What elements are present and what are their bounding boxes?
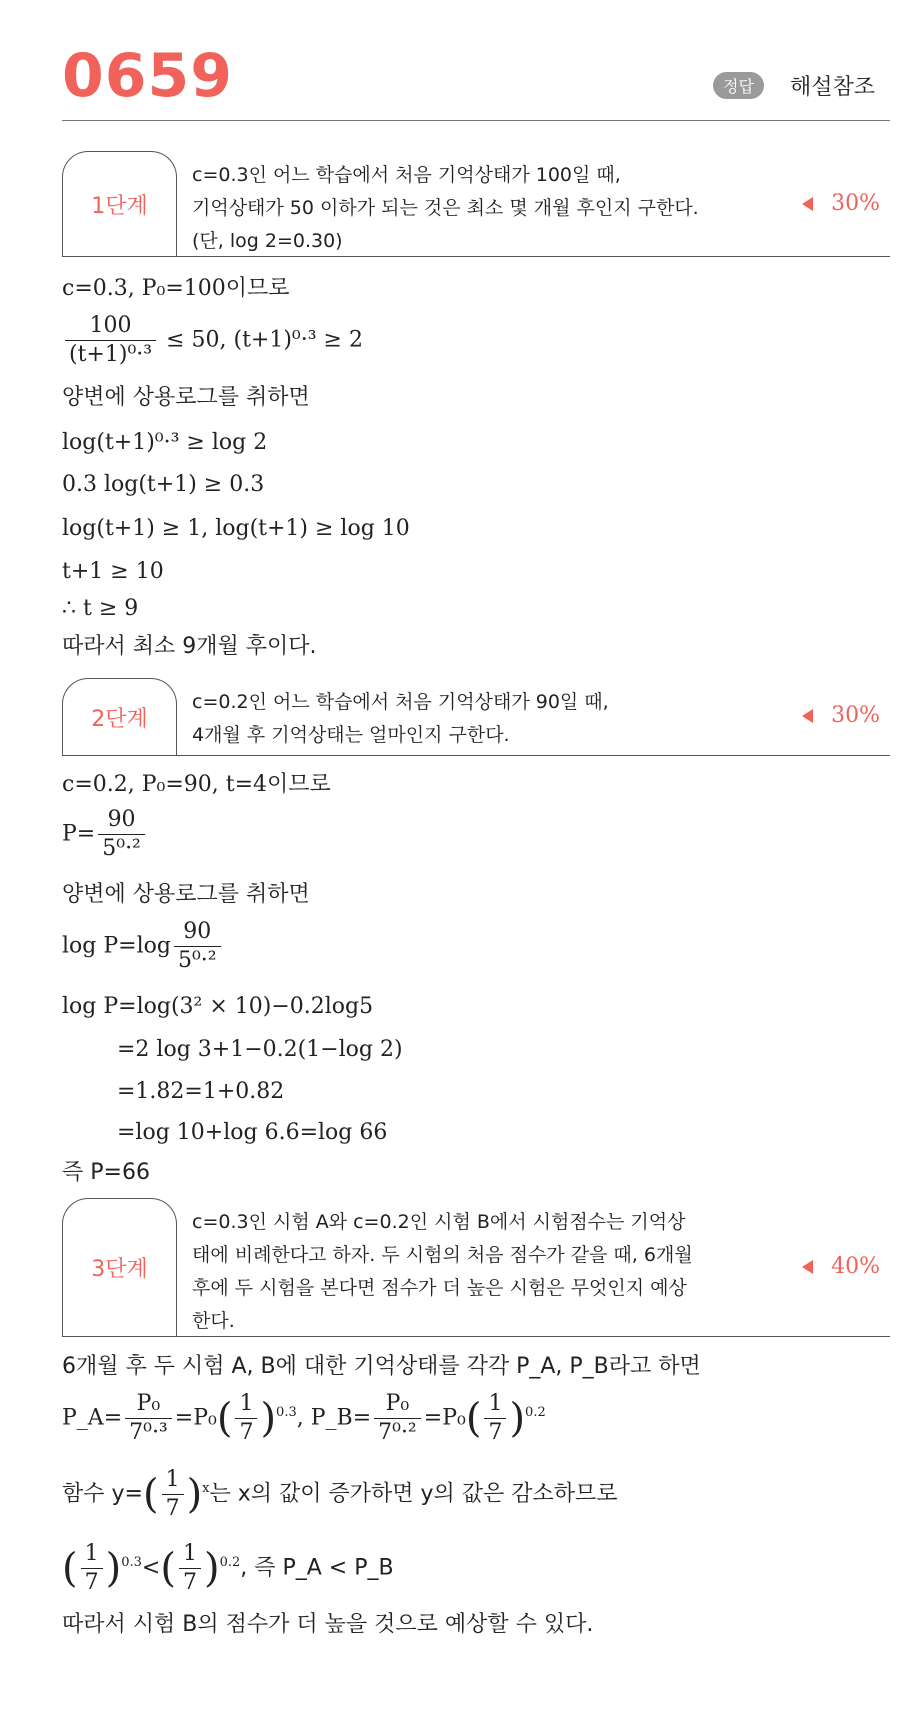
solution-line: 양변에 상용로그를 취하면 (62, 882, 310, 907)
stage-2-desc-line: c=0.2인 어느 학습에서 처음 기억상태가 90일 때, (192, 691, 609, 713)
less-than: < (141, 1555, 161, 1581)
solution-line: ∴ t ≥ 9 (62, 596, 139, 621)
fraction-numerator: 1 (162, 1466, 184, 1495)
solution-line-fraction (62, 312, 363, 369)
triangle-left-icon (802, 1260, 813, 1274)
solution-line-fraction (62, 918, 224, 975)
stage-3-percent-value: 40% (831, 1254, 880, 1279)
triangle-left-icon (802, 197, 813, 211)
fraction (484, 1390, 506, 1447)
equation-prefix: P= (62, 821, 96, 847)
solution-line: =2 log 3+1−0.2(1−log 2) (117, 1037, 403, 1062)
solution-line: log(t+1) ≥ 1, log(t+1) ≥ log 10 (62, 516, 410, 541)
stage-2-tab: 2단계 (62, 678, 177, 755)
solution-conclusion: 즉 P=66 (62, 1160, 150, 1185)
function-statement: 는 x의 값이 증가하면 y의 값은 감소하므로 (209, 1481, 618, 1507)
fraction (174, 918, 221, 975)
solution-line: c=0.3, P₀=100이므로 (62, 276, 290, 301)
stage-1-description (192, 159, 822, 258)
solution-line: c=0.2, P₀=90, t=4이므로 (62, 772, 331, 797)
page-header (0, 0, 906, 125)
fraction-numerator: 90 (98, 806, 145, 835)
solution-2 (62, 770, 890, 1190)
equals-p0: =P₀ (423, 1405, 466, 1431)
exponent: 0.3 (121, 1555, 142, 1571)
stage-3-box (62, 1198, 890, 1337)
fraction (235, 1390, 257, 1447)
fraction-numerator: 1 (484, 1390, 506, 1419)
fraction-denominator: (t+1)⁰·³ (69, 342, 153, 367)
fraction-numerator: 1 (235, 1390, 257, 1419)
stage-1-box (62, 151, 890, 257)
exponent: 0.2 (219, 1555, 241, 1571)
left-paren: ( (465, 1395, 482, 1442)
exponent: 0.2 (525, 1405, 546, 1421)
right-paren: ) (186, 1471, 203, 1518)
stage-2-description (192, 686, 822, 752)
right-paren: ) (509, 1395, 526, 1442)
right-paren: ) (105, 1545, 122, 1592)
solution-3 (62, 1348, 890, 1648)
solution-1 (62, 270, 890, 665)
fraction-numerator: P₀ (125, 1390, 172, 1419)
function-prefix: 함수 y= (62, 1481, 143, 1507)
stage-3-description (192, 1206, 822, 1338)
exponent: x (202, 1481, 210, 1497)
stage-1-desc-line: (단, log 2=0.30) (192, 230, 343, 252)
fraction (98, 806, 145, 863)
left-paren: ( (62, 1545, 78, 1592)
solution-line: t+1 ≥ 10 (62, 559, 164, 584)
fraction (125, 1390, 172, 1447)
fraction-denominator: 7 (84, 1570, 99, 1595)
solution-line: 0.3 log(t+1) ≥ 0.3 (62, 472, 265, 497)
stage-3-percent (802, 1254, 880, 1279)
right-paren: ) (203, 1545, 220, 1592)
answer-tag: 정답 (713, 72, 764, 99)
fraction (374, 1390, 421, 1447)
equation-prefix: log P=log (62, 933, 171, 959)
solution-line: 6개월 후 두 시험 A, B에 대한 기억상태를 각각 P_A, P_B라고 하면 (62, 1354, 701, 1379)
left-paren: ( (216, 1395, 233, 1442)
fraction-denominator: 5⁰·² (177, 948, 217, 973)
stage-2-percent (802, 703, 880, 728)
fraction (179, 1540, 201, 1597)
separator: , P_B= (296, 1405, 372, 1431)
fraction-denominator: 7 (182, 1570, 197, 1595)
solution-line: =1.82=1+0.82 (117, 1079, 285, 1104)
stage-1-percent (802, 191, 880, 216)
fraction-denominator: 5⁰·² (102, 836, 141, 861)
solution-conclusion: 따라서 최소 9개월 후이다. (62, 634, 317, 659)
solution-conclusion: 따라서 시험 B의 점수가 더 높을 것으로 예상할 수 있다. (62, 1612, 594, 1637)
solution-line-fraction (62, 1540, 394, 1597)
solution-line: log P=log(3² × 10)−0.2log5 (62, 994, 374, 1019)
fraction-denominator: 7 (488, 1420, 503, 1445)
equals-p0: =P₀ (174, 1405, 217, 1431)
fraction (65, 312, 156, 369)
inequality-text: ≤ 50, (t+1)⁰·³ ≥ 2 (166, 327, 363, 353)
comparison-result: , 즉 P_A < P_B (240, 1555, 394, 1581)
right-paren: ) (260, 1395, 277, 1442)
fraction (81, 1540, 103, 1597)
stage-1-desc-line: c=0.3인 어느 학습에서 처음 기억상태가 100일 때, (192, 164, 621, 186)
answer-reference: 해설참조 (790, 75, 876, 100)
stage-2-desc-line: 4개월 후 기억상태는 얼마인지 구한다. (192, 724, 510, 746)
stage-2-percent-value: 30% (831, 703, 880, 728)
fraction-numerator: 90 (174, 918, 221, 947)
stage-1-percent-value: 30% (831, 191, 880, 216)
fraction-numerator: 1 (179, 1540, 201, 1569)
solution-line-fraction (62, 1466, 618, 1523)
stage-1-tab: 1단계 (62, 151, 177, 256)
stage-3-desc-line: 태에 비례한다고 하자. 두 시험의 처음 점수가 같을 때, 6개월 (192, 1244, 693, 1266)
fraction-denominator: 7⁰·³ (129, 1420, 168, 1445)
fraction-denominator: 7 (239, 1420, 254, 1445)
header-divider (62, 120, 890, 121)
solution-line-fraction (62, 806, 148, 863)
stage-2-box (62, 678, 890, 756)
triangle-left-icon (802, 709, 813, 723)
left-paren: ( (142, 1471, 159, 1518)
stage-3-desc-line: 한다. (192, 1310, 235, 1332)
stage-3-desc-line: c=0.3인 시험 A와 c=0.2인 시험 B에서 시험점수는 기억상 (192, 1211, 686, 1233)
solution-line: log(t+1)⁰·³ ≥ log 2 (62, 430, 268, 455)
exponent: 0.3 (276, 1405, 297, 1421)
left-paren: ( (160, 1545, 176, 1592)
stage-3-tab: 3단계 (62, 1198, 177, 1336)
stage-1-desc-line: 기억상태가 50 이하가 되는 것은 최소 몇 개월 후인지 구한다. (192, 197, 699, 219)
fraction-denominator: 7 (165, 1496, 180, 1521)
pa-prefix: P_A= (62, 1405, 123, 1431)
solution-line: 양변에 상용로그를 취하면 (62, 385, 310, 410)
stage-3-desc-line: 후에 두 시험을 본다면 점수가 더 높은 시험은 무엇인지 예상 (192, 1277, 687, 1299)
fraction (162, 1466, 184, 1523)
solution-line: =log 10+log 6.6=log 66 (117, 1120, 388, 1145)
fraction-numerator: 1 (81, 1540, 103, 1569)
fraction-numerator: 100 (65, 312, 156, 341)
fraction-numerator: P₀ (374, 1390, 421, 1419)
problem-number: 0659 (62, 41, 233, 111)
fraction-denominator: 7⁰·² (378, 1420, 417, 1445)
solution-line-fraction (62, 1390, 546, 1447)
